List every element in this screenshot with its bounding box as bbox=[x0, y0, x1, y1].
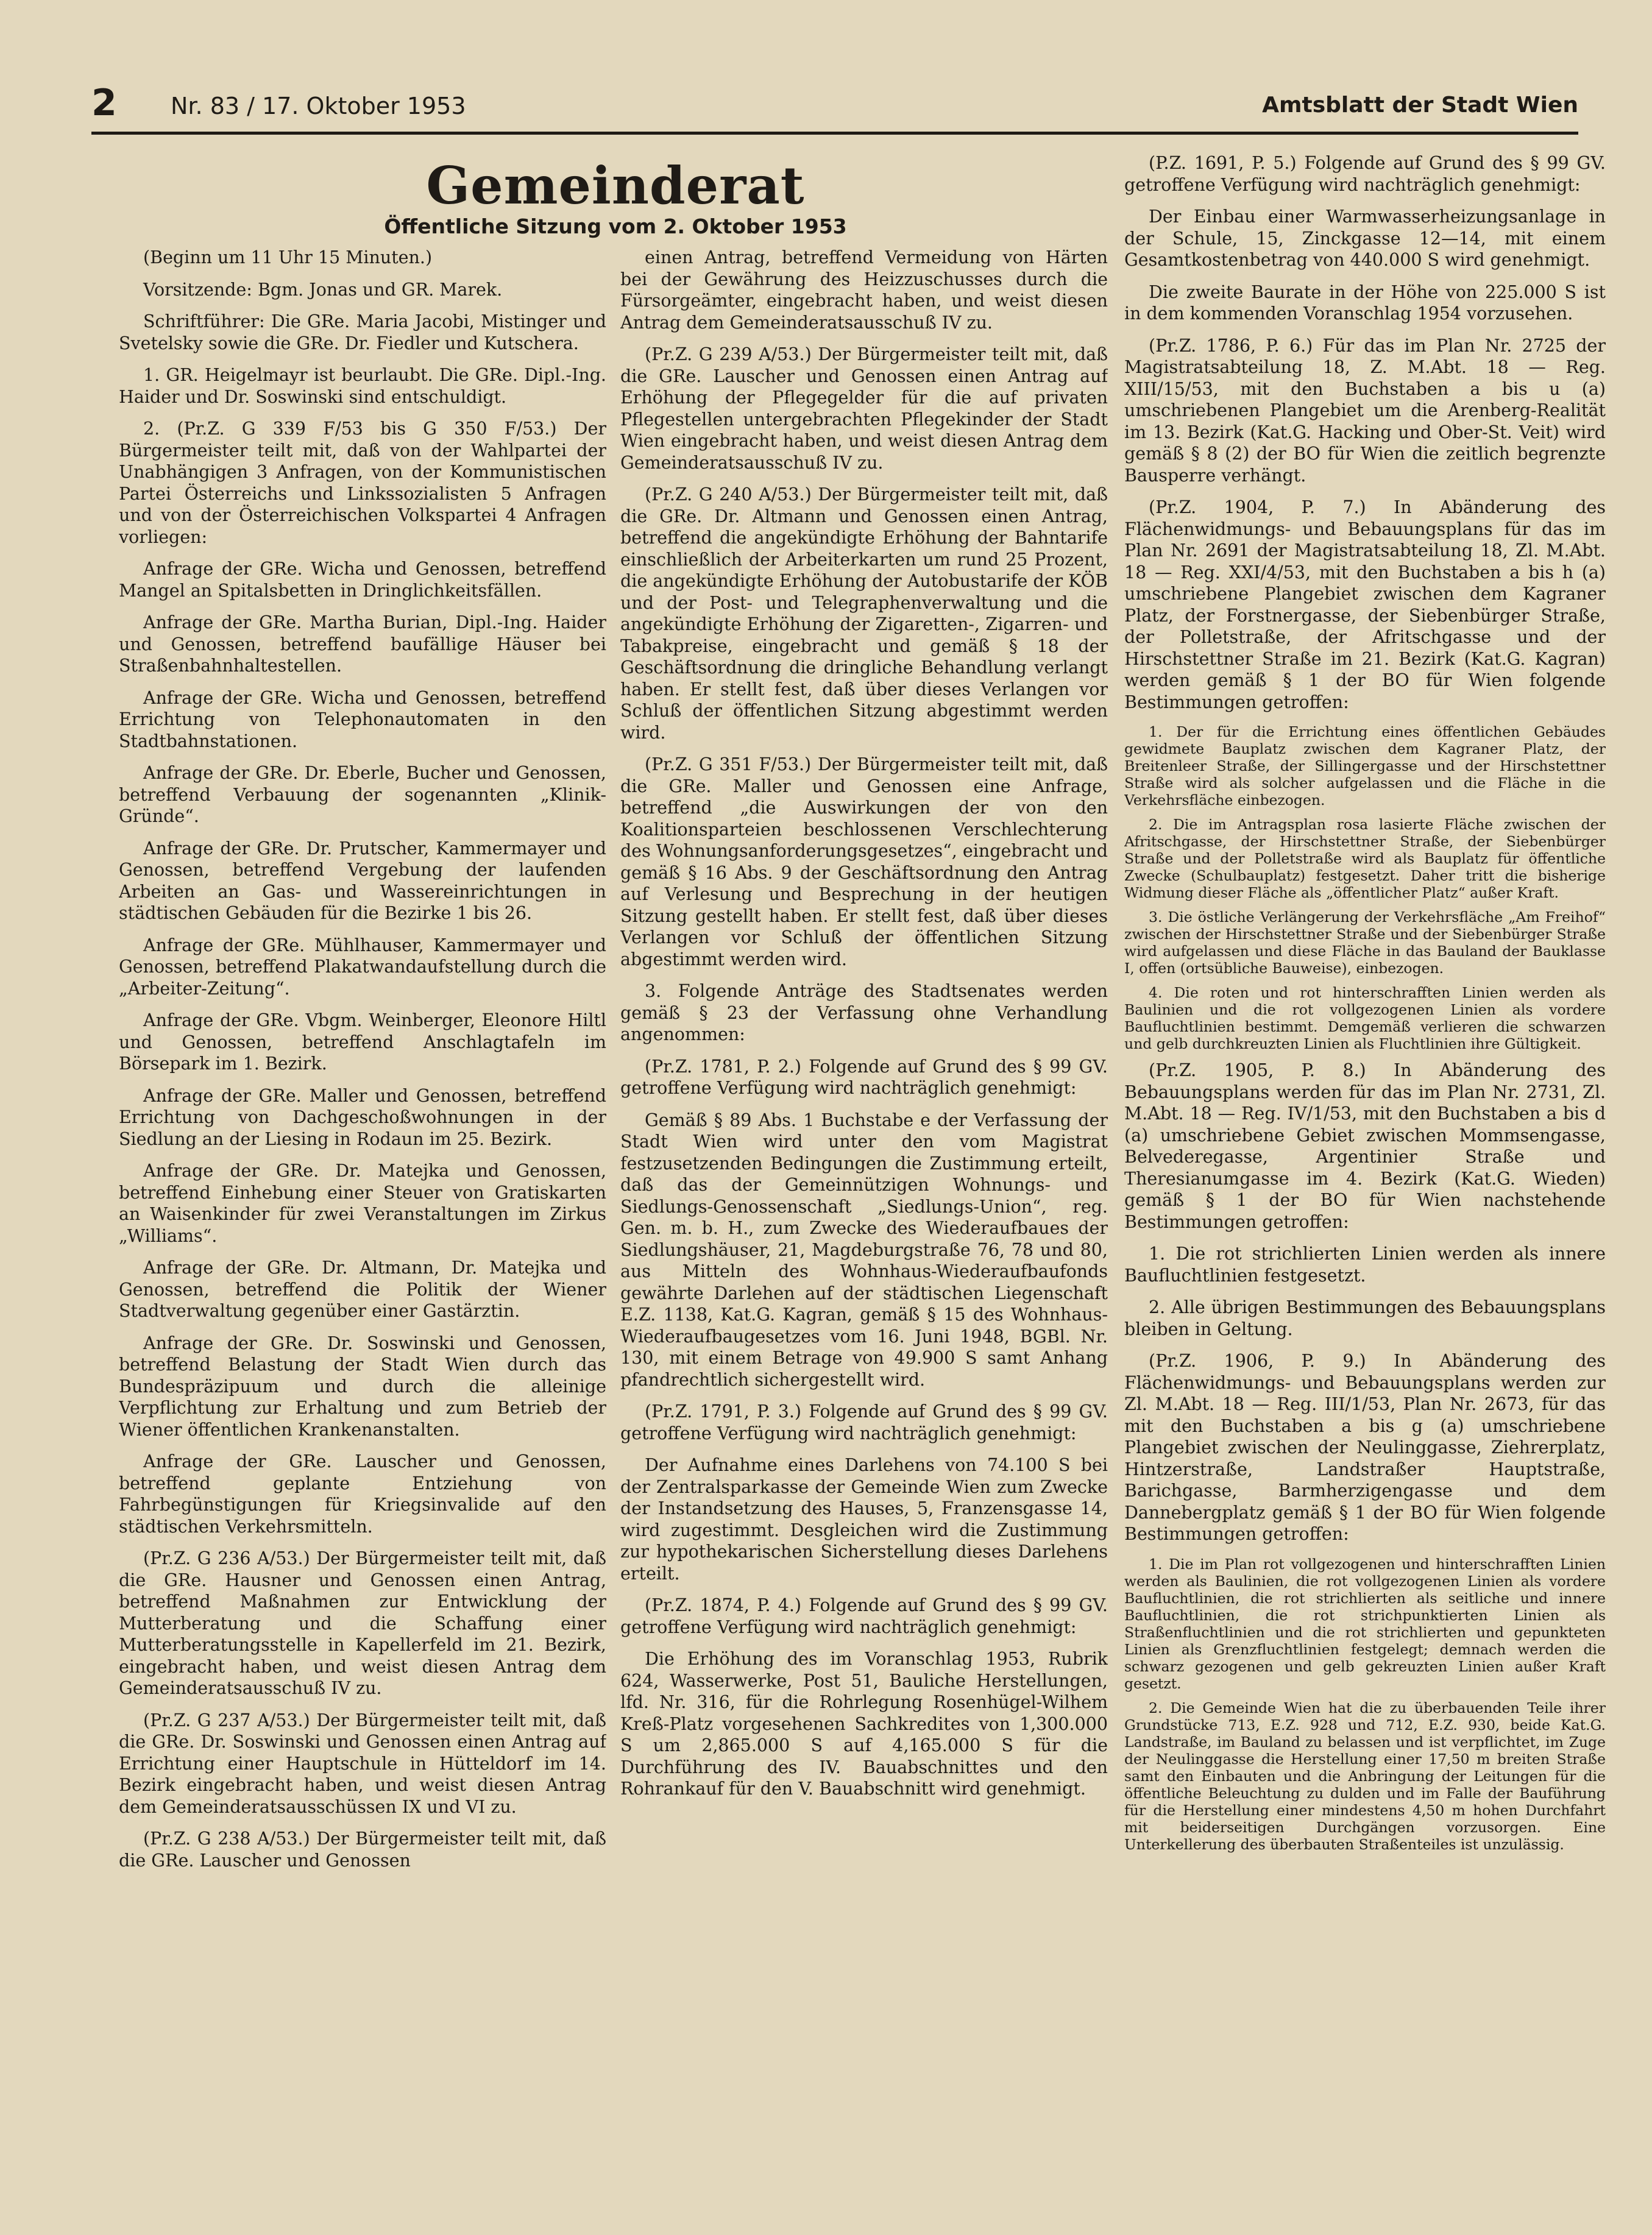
paragraph: Anfrage der GRe. Maller und Genossen, betreffend Errichtung von Dachgeschoßwohnungen in der Siedlung an der Liesing in Rodaun im 25. Bezirk. bbox=[119, 1085, 606, 1149]
paragraph: 4. Die roten und rot hinterschrafften Linien werden als Baulinien und die rot vollgezogenen Linien als vordere Baufluchtlinien bestimmt. Demgemäß verlieren die schwarzen und gelb durchkreuzten Linien als Fluchtlinien ihre Gültigkeit. bbox=[1124, 984, 1606, 1052]
paragraph: 2. (Pr.Z. G 339 F/53 bis G 350 F/53.) Der Bürgermeister teilt mit, daß von der Wahlpartei der Unabhängigen 3 Anfragen, von der Kommunistischen Partei Österreichs und Linkssozialisten 5 Anfragen und von der Österreichischen Volkspartei 4 Anfragen vorliegen: bbox=[119, 419, 606, 547]
paragraph: Anfrage der GRe. Wicha und Genossen, betreffend Mangel an Spitalsbetten in Dringlichkeitsfällen. bbox=[119, 559, 606, 601]
paragraph: Anfrage der GRe. Lauscher und Genossen, betreffend geplante Entziehung von Fahrbegünstigungen für Kriegsinvalide auf den städtischen Verkehrsmitteln. bbox=[119, 1451, 606, 1537]
paragraph: Anfrage der GRe. Wicha und Genossen, betreffend Errichtung von Telephonautomaten in den Stadtbahnstationen. bbox=[119, 687, 606, 751]
text-column-3 bbox=[1124, 152, 1606, 2127]
paragraph: 2. Die im Antragsplan rosa lasierte Fläche zwischen der Afritschgasse, der Hirschstettner Straße, der Siebenbürger Straße und der Polletstraße wird als Bauplatz für öffentliche Zwecke (Schulbauplatz) festgesetzt. Daher tritt die bisherige Widmung dieser Fläche als „öffentlicher Platz“ außer Kraft. bbox=[1124, 816, 1606, 901]
paragraph: Anfrage der GRe. Dr. Eberle, Bucher und Genossen, betreffend Verbauung der sogenannten „Klinik-Gründe“. bbox=[119, 763, 606, 826]
paragraph: (Pr.Z. 1874, P. 4.) Folgende auf Grund des § 99 GV. getroffene Verfügung wird nachträglich genehmigt: bbox=[620, 1595, 1108, 1637]
paragraph: Anfrage der GRe. Mühlhauser, Kammermayer und Genossen, betreffend Plakatwandaufstellung durch die „Arbeiter-Zeitung“. bbox=[119, 935, 606, 999]
paragraph: 1. Die im Plan rot vollgezogenen und hinterschrafften Linien werden als Baulinien, die rot vollgezogenen Linien als vordere Baufluchtlinien, die rot strichlierten als seitliche und innere Baufluchtlinien, die rot strichpunktierten Linien als Straßenfluchtlinien und die rot strichlierten und gepunkteten Linien als Grenzfluchtlinien festgelegt; demnach werden die schwarz gezogenen und gelb gekreuzten Linien außer Kraft gesetzt. bbox=[1124, 1555, 1606, 1692]
page-header bbox=[91, 83, 1578, 135]
text-column-2 bbox=[620, 247, 1108, 2123]
paragraph: 1. Der für die Errichtung eines öffentlichen Gebäudes gewidmete Bauplatz zwischen dem Kagraner Platz, der Breitenleer Straße, der Sillingergasse und der Hirschstettner Straße wird als solcher aufgelassen und die Fläche in die Verkehrsfläche einbezogen. bbox=[1124, 723, 1606, 809]
paragraph: Vorsitzende: Bgm. Jonas und GR. Marek. bbox=[143, 279, 503, 300]
paragraph: (Pr.Z. 1791, P. 3.) Folgende auf Grund des § 99 GV. getroffene Verfügung wird nachträglich genehmigt: bbox=[620, 1401, 1108, 1443]
paragraph: Die Erhöhung des im Voranschlag 1953, Rubrik 624, Wasserwerke, Post 51, Bauliche Herstellungen, lfd. Nr. 316, für die Rohrlegung Rosenhügel-Wilhem Kreß-Platz vorgesehenen Sachkredites von 1,300.000 S um 2,865.000 S auf 4,165.000 S für die Durchführung des IV. Bauabschnittes und den Rohrankauf für den V. Bauabschnitt wird genehmigt. bbox=[620, 1649, 1108, 1799]
issue-date: Nr. 83 / 17. Oktober 1953 bbox=[171, 93, 466, 119]
paragraph: 3. Folgende Anträge des Stadtsenates werden gemäß § 23 der Verfassung ohne Verhandlung angenommen: bbox=[620, 981, 1108, 1044]
article-subtitle: Öffentliche Sitzung vom 2. Oktober 1953 bbox=[384, 214, 847, 238]
paragraph: Der Aufnahme eines Darlehens von 74.100 S bei der Zentralsparkasse der Gemeinde Wien zum Zwecke der Instandsetzung des Hauses, 5, Franzensgasse 14, wird zugestimmt. Desgleichen wird die Zustimmung zur hypothekarischen Sicherstellung dieses Darlehens erteilt. bbox=[620, 1455, 1108, 1584]
paragraph: Gemäß § 89 Abs. 1 Buchstabe e der Verfassung der Stadt Wien wird unter den vom Magistrat festzusetzenden Bedingungen die Zustimmung erteilt, daß das der Gemeinnützigen Wohnungs- und Siedlungs-Genossenschaft „Siedlungs-Union“, reg. Gen. m. b. H., zum Zwecke des Wiederaufbaues der Siedlungshäuser, 21, Magdeburgstraße 76, 78 und 80, aus Mitteln des Wohnhaus-Wiederaufbaufonds gewährte Darlehen auf der städtischen Liegenschaft E.Z. 1138, Kat.G. Kagran, gemäß § 15 des Wohnhaus-Wiederaufbaugesetzes vom 16. Juni 1948, BGBl. Nr. 130, mit einem Betrage von 49.900 S samt Anhang pfandrechtlich sichergestellt wird. bbox=[620, 1110, 1108, 1390]
paragraph: Schriftführer: Die GRe. Maria Jacobi, Mistinger und Svetelsky sowie die GRe. Dr. Fiedler und Kutschera. bbox=[119, 311, 606, 353]
paragraph: (Pr.Z. G 239 A/53.) Der Bürgermeister teilt mit, daß die GRe. Lauscher und Genossen einen Antrag auf Erhöhung der Pflegegelder für die auf privaten Pflegestellen untergebrachten Pflegekinder der Stadt Wien eingebracht haben, und weist diesen Antrag dem Gemeinderatsausschuß IV zu. bbox=[620, 344, 1108, 473]
text-column-1 bbox=[119, 247, 606, 2123]
paragraph: 2. Die Gemeinde Wien hat die zu überbauenden Teile ihrer Grundstücke 713, E.Z. 928 und 712, E.Z. 930, beide Kat.G. Landstraße, im Bauland zu belassen und ist verpflichtet, im Zuge der Neulinggasse die Herstellung einer 17,50 m breiten Straße samt den Einbauten und die Anbringung der Leitungen für die öffentliche Beleuchtung zu dulden und im Falle der Bauführung für die Herstellung einer mindestens 4,50 m hohen Durchfahrt mit beiderseitigen Durchgängen vorzusorgen. Eine Unterkellerung des überbauten Straßenteiles ist unzulässig. bbox=[1124, 1699, 1606, 1853]
paragraph: (Pr.Z. 1905, P. 8.) In Abänderung des Bebauungsplans werden für das im Plan Nr. 2731, Zl. M.Abt. 18 — Reg. IV/1/53, mit den Buchstaben a bis d (a) umschriebene Gebiet zwischen Mommsengasse, Belvederegasse, Argentinier Straße und Theresianumgasse im 4. Bezirk (Kat.G. Wieden) gemäß § 1 der BO für Wien nachstehende Bestimmungen getroffen: bbox=[1124, 1060, 1606, 1232]
publication-name: Amtsblatt der Stadt Wien bbox=[1262, 93, 1578, 118]
paragraph: Anfrage der GRe. Vbgm. Weinberger, Eleonore Hiltl und Genossen, betreffend Anschlagtafeln im Börsepark im 1. Bezirk. bbox=[119, 1010, 606, 1074]
paragraph: einen Antrag, betreffend Vermeidung von Härten bei der Gewährung des Heizzuschusses durch die Fürsorgeämter, eingebracht haben, und weist diesen Antrag dem Gemeinderatsausschuß IV zu. bbox=[620, 247, 1108, 333]
paragraph: (P.Z. 1691, P. 5.) Folgende auf Grund des § 99 GV. getroffene Verfügung wird nachträglich genehmigt: bbox=[1124, 153, 1606, 195]
paragraph: (Pr.Z. 1906, P. 9.) In Abänderung des Flächenwidmungs- und Bebauungsplans werden zur Zl. M.Abt. 18 — Reg. III/1/53, Plan Nr. 2673, für das mit den Buchstaben a bis g (a) umschriebene Plangebiet zwischen der Neulinggasse, Ziehrerplatz, Hintzerstraße, Landstraßer Hauptstraße, Barichgasse, Barmherzigengasse und dem Dannebergplatz gemäß § 1 der BO für Wien folgende Bestimmungen getroffen: bbox=[1124, 1351, 1606, 1544]
paragraph: (Pr.Z. G 238 A/53.) Der Bürgermeister teilt mit, daß die GRe. Lauscher und Genossen bbox=[119, 1829, 606, 1871]
paragraph: Anfrage der GRe. Dr. Matejka und Genossen, betreffend Einhebung einer Steuer von Gratiskarten an Waisenkinder für zwei Veranstaltungen im Zirkus „Williams“. bbox=[119, 1161, 606, 1246]
paragraph: Der Einbau einer Warmwasserheizungsanlage in der Schule, 15, Zinckgasse 12—14, mit einem Gesamtkostenbetrag von 440.000 S wird genehmigt. bbox=[1124, 207, 1606, 270]
paragraph: (Pr.Z. G 236 A/53.) Der Bürgermeister teilt mit, daß die GRe. Hausner und Genossen einen Antrag, betreffend Maßnahmen zur Entwicklung der Mutterberatung und die Schaffung einer Mutterberatungsstelle in Kapellerfeld im 21. Bezirk, eingebracht haben, und weist diesen Antrag dem Gemeinderatsausschuß IV zu. bbox=[119, 1548, 606, 1698]
paragraph: Anfrage der GRe. Dr. Altmann, Dr. Matejka und Genossen, betreffend die Politik der Wiener Stadtverwaltung gegenüber einer Gastärztin. bbox=[119, 1258, 606, 1321]
paragraph: 3. Die östliche Verlängerung der Verkehrsfläche „Am Freihof“ zwischen der Hirschstettner Straße und der Siebenbürger Straße wird aufgelassen und diese Fläche in das Bauland der Bauklasse I, offen (ortsübliche Bauweise), einbezogen. bbox=[1124, 909, 1606, 977]
paragraph: Anfrage der GRe. Dr. Prutscher, Kammermayer und Genossen, betreffend Vergebung der laufenden Arbeiten an Gas- und Wassereinrichtungen in städtischen Gebäuden für die Bezirke 1 bis 26. bbox=[119, 838, 606, 923]
paragraph: (Pr.Z. 1904, P. 7.) In Abänderung des Flächenwidmungs- und Bebauungsplans für das im Plan Nr. 2691 der Magistratsabteilung 18, Zl. M.Abt. 18 — Reg. XXI/4/53, mit den Buchstaben a bis h (a) umschriebene Plangebiet zwischen dem Kagraner Platz, der Forstnergasse, der Siebenbürger Straße, der Polletstraße, der Afritschgasse und der Hirschstettner Straße im 21. Bezirk (Kat.G. Kagran) werden gemäß § 1 der BO für Wien folgende Bestimmungen getroffen: bbox=[1124, 497, 1606, 712]
paragraph: Die zweite Baurate in der Höhe von 225.000 S ist in dem kommenden Voranschlag 1954 vorzusehen. bbox=[1124, 282, 1606, 324]
paragraph: 1. GR. Heigelmayr ist beurlaubt. Die GRe. Dipl.-Ing. Haider und Dr. Soswinski sind entschuldigt. bbox=[119, 365, 606, 407]
paragraph: (Pr.Z. 1781, P. 2.) Folgende auf Grund des § 99 GV. getroffene Verfügung wird nachträglich genehmigt: bbox=[620, 1056, 1108, 1098]
paragraph: Anfrage der GRe. Martha Burian, Dipl.-Ing. Haider und Genossen, betreffend baufällige Häuser bei Straßenbahnhaltestellen. bbox=[119, 612, 606, 676]
paragraph: (Beginn um 11 Uhr 15 Minuten.) bbox=[143, 247, 433, 267]
paragraph: (Pr.Z. 1786, P. 6.) Für das im Plan Nr. 2725 der Magistratsabteilung 18, Z. M.Abt. 18 — Reg. XIII/15/53, mit den Buchstaben a bis u (a) umschriebenen Plangebiet um die Arenberg-Realität im 13. Bezirk (Kat.G. Hacking und Ober-St. Veit) wird gemäß § 8 (2) der BO für Wien die zeitlich begrenzte Bausperre verhängt. bbox=[1124, 335, 1606, 486]
paragraph: 1. Die rot strichlierten Linien werden als innere Baufluchtlinien festgesetzt. bbox=[1124, 1244, 1606, 1286]
paragraph: (Pr.Z. G 351 F/53.) Der Bürgermeister teilt mit, daß die GRe. Maller und Genossen eine Anfrage, betreffend „die Auswirkungen der von den Koalitionsparteien beschlossenen Verschlechterung des Wohnungsanforderungsgesetzes“, eingebracht und gemäß § 16 Abs. 9 der Geschäftsordnung den Antrag auf Verlesung und Besprechung in der heutigen Sitzung gestellt haben. Er stellt fest, daß über dieses Verlangen vor Schluß der öffentlichen Sitzung abgestimmt werden wird. bbox=[620, 754, 1108, 969]
paragraph: (Pr.Z. G 237 A/53.) Der Bürgermeister teilt mit, daß die GRe. Dr. Soswinski und Genossen einen Antrag auf Errichtung einer Hauptschule in Hütteldorf im 14. Bezirk eingebracht haben, und weist diesen Antrag dem Gemeinderatsausschüssen IX und VI zu. bbox=[119, 1710, 606, 1817]
article-title: Gemeinderat bbox=[426, 155, 805, 216]
paragraph: 2. Alle übrigen Bestimmungen des Bebauungsplans bleiben in Geltung. bbox=[1124, 1297, 1606, 1339]
page-number: 2 bbox=[91, 82, 117, 124]
paragraph: (Pr.Z. G 240 A/53.) Der Bürgermeister teilt mit, daß die GRe. Dr. Altmann und Genossen einen Antrag, betreffend die angekündigte Erhöhung der Bahntarife einschließlich der Arbeiterkarten um rund 25 Prozent, die angekündigte Erhöhung der Autobustarife der KÖB und der Post- und Telegraphenverwaltung und die angekündigte Erhöhung der Zigaretten-, Zigarren- und Tabakpreise, eingebracht und gemäß § 18 der Geschäftsordnung die dringliche Behandlung verlangt haben. Er stellt fest, daß über dieses Verlangen vor Schluß der öffentlichen Sitzung abgestimmt werden wird. bbox=[620, 484, 1108, 743]
paragraph: Anfrage der GRe. Dr. Soswinski und Genossen, betreffend Belastung der Stadt Wien durch das Bundespräzipuum und durch die alleinige Verpflichtung zur Erhaltung und zum Betrieb der Wiener öffentlichen Krankenanstalten. bbox=[119, 1333, 606, 1440]
